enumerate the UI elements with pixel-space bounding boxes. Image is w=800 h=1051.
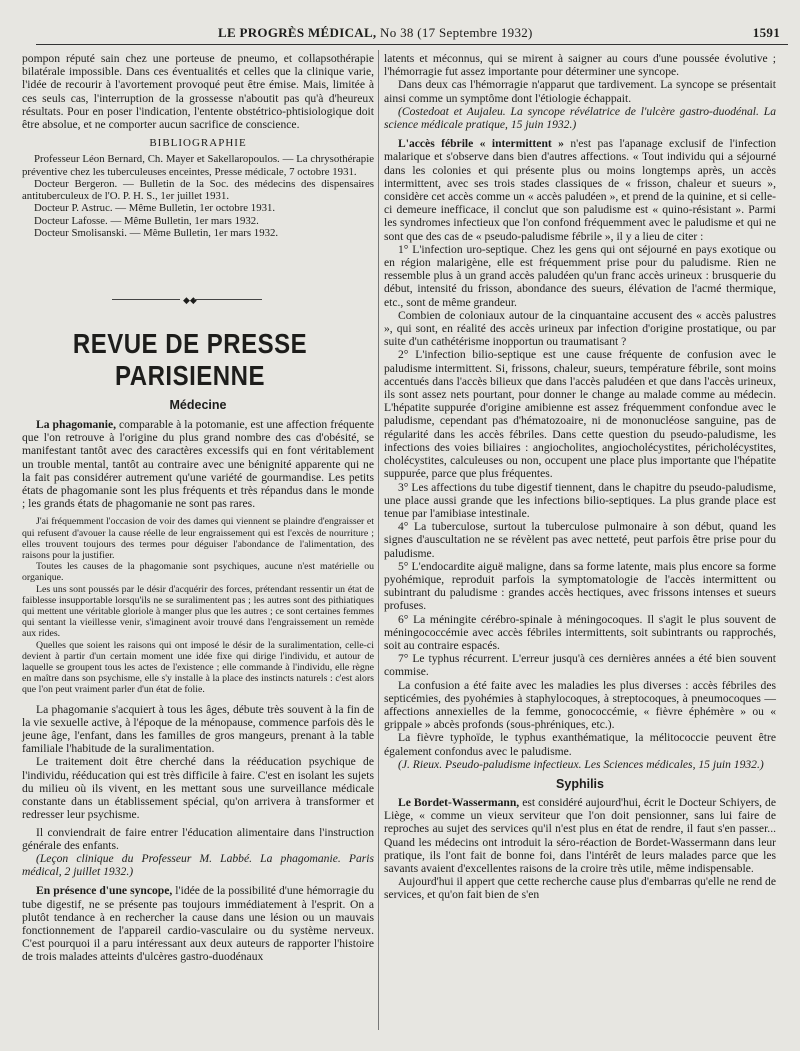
paragraph: La confusion a été faite avec les maladies les plus diverses : accès fébriles des septicémies, des pyohémies à staphylocoques, à streptocoques, à pneumocoques — affections annexielles de la femme, gonococcémie, « fièvre éphémère » ou « grippale » abcès profonds (sous-phréniques, etc.). — [384, 678, 776, 732]
section-title: REVUE DE PRESSE PARISIENNE — [72, 328, 308, 393]
small-paragraph: Les uns sont poussés par le désir d'acquérir des forces, prétendant ressentir un état de faiblesse insupportable lorsqu'ils ne se suralimentent pas ; les autres sont des pithiatiques qui mettent une véritable gloriole à manger plus que les autres ; ce sont certaines femmes qui sentant la vieillesse venir, s'imaginent avoir trouvé dans l'engraissement un remède aux rides. — [22, 583, 374, 640]
left-column — [22, 52, 374, 239]
list-item: 7° Le typhus récurrent. L'erreur jusqu'à ces dernières années a été bien souvent commise. — [384, 652, 776, 679]
paragraph: Le Bordet-Wassermann, est considéré aujourd'hui, écrit le Docteur Schiyers, de Liège, « comme un vieux serviteur que l'on doit pensionner, sans lui faire de reproches au sujet des services qu'il n'est plus en état de rendre, il faut s'en passer... Quand les médecins ont introduit la séro-réaction de Bordet-Wassermann dans leur pratique, ils l'ont fait de bonne foi, dans l'intérêt de leurs malades parce que les savants avaient d'excellentes raisons de la croire très utile, même indispensable. — [384, 795, 776, 875]
paragraph: L'accès fébrile « intermittent » n'est pas l'apanage exclusif de l'infection malarique et s'observe dans bien d'autres affections. « Tout individu qui a séjourné dans les colonies et qui présente plus ou moins longtemps après, un accès intermittent, avec ses trois stades classiques de « frisson, chaleur et sueurs », considère cet accès comme un « accès paludéen », et prend de la quinine, et si celle-ci demeure inefficace, il conclut que son paludisme est « quino-résistant ». Parmi les syndromes infectieux que l'on confond fréquemment avec le paludisme et qui ne sont que des cas de « pseudo-paludisme fébrile », il y a lieu de citer : — [384, 137, 776, 243]
list-item: 5° L'endocardite aiguë maligne, dans sa forme latente, mais plus encore sa forme pyohémique, reproduit parfois la symptomatologie de l'accès intermittent ou subintrant du paludisme : grandes accès hectiques, avec frissons intenses et sueurs profuses. — [384, 559, 776, 613]
paragraph: Aujourd'hui il appert que cette recherche cause plus d'embarras qu'elle ne rend de services, et qu'on fait bien de s'en — [384, 875, 776, 902]
biblio-entry: Docteur Smolisanski. — Même Bulletin, 1er mars 1932. — [34, 227, 279, 239]
list-item: 2° L'infection bilio-septique est une cause fréquente de confusion avec le paludisme intermittent. Si, frissons, chaleur, sueurs, température fébrile, sont moins accentués dans l'accès bilieux que dans l'accès paludéen et que dans l'accès urineux, ils sont assez nets pourtant, pour donner le change au malade comme au médecin. L'hépatite suppurée d'origine amibienne est assez fréquemment confondue avec le paludisme, cependant pas d'hématozoaire, ni de mononucléose sanguine, pas de régularité dans les accès fébriles. Dans cette question du pseudo-paludisme, les infections des voies biliaires : angiocholites, angiocholécystites, péricholécystites, cholécystites, calculeuses ou non, occupent une place plus importante que l'hépatite suppurée, parce que plus fréquentes. — [384, 348, 776, 481]
quoted-block — [22, 516, 374, 695]
list-item: 3° Les affections du tube digestif tiennent, dans le chapitre du pseudo-paludisme, une place aussi grande que les infections bilio-septiques. La plus grande place est tenue par l'amibiase intestinale. — [384, 480, 776, 520]
small-paragraph: Quelles que soient les raisons qui ont imposé le désir de la suralimentation, celle-ci devient à partir d'un certain moment une idée fixe qui dirige l'individu, et autour de laquelle se groupent tous les actes de l'existence ; elle commande à l'individu, elle règne en maître dans son psychisme, elle s'y installe à la place des instincts naturels : c'est alors que l'on peut vraiment parler d'un état de folie. — [22, 639, 374, 696]
paragraph: La phagomanie, comparable à la potomanie, est une affection fréquente que l'on retrouve à l'origine du plus grand nombre des cas d'obésité, se manifestant tantôt avec des caractères excessifs qui en font véritablement un trouble mental, tantôt au contraire avec une bénignité apparente qui ne la fait pas considérer autrement qu'une variété de gourmandise. Les petits états de phagomanie sont les plus fréquents et très répandus dans le monde ; les grands états de phagomanie ne sont pas rares. — [22, 418, 374, 511]
subhead-medecine: Médecine — [169, 398, 227, 412]
left-column-lower — [22, 398, 374, 964]
citation: (Costedoat et Aujaleu. La syncope révélatrice de l'ulcère gastro-duodénal. La science médicale pratique, 15 juin 1932.) — [384, 104, 776, 132]
paragraph: La phagomanie s'acquiert à tous les âges, débute très souvent à la fin de la vie sexuelle active, à l'époque de la ménopause, commence parfois dès le jeune âge, l'enfant, dans les familles de gros mangeurs, prenant à la table familiale l'habitude de la suralimentation. — [22, 702, 374, 756]
citation: (J. Rieux. Pseudo-paludisme infectieux. Les Sciences médicales, 15 juin 1932.) — [398, 757, 764, 771]
small-paragraph: J'ai fréquemment l'occasion de voir des dames qui viennent se plaindre d'engraisser et qui refusent d'avouer la cause réelle de leur engraissement qui est l'excès de nourriture ; elles trouvent toujours des termes pour déguiser l'abondance de l'alimentation, des raisons pour la justifier. — [22, 516, 374, 562]
list-item: 6° La méningite cérébro-spinale à méningocoques. Il s'agit le plus souvent de méningococcémie avec accès fébriles intermittents, soit subintrants ou rapprochés, soit au contraire espacés. — [384, 612, 776, 652]
paragraph: Dans deux cas l'hémorragie n'apparut que tardivement. La syncope se présentait ainsi comme un symptôme dont l'étiologie échappait. — [384, 78, 776, 105]
column-divider — [378, 50, 379, 1030]
running-title: LE PROGRÈS MÉDICAL, No 38 (17 Septembre 1932) — [218, 25, 533, 40]
page-header — [40, 22, 780, 44]
biblio-entry: Docteur Lafosse. — Même Bulletin, 1er mars 1932. — [34, 214, 259, 227]
page-number: 1591 — [752, 25, 780, 40]
header-rule — [36, 44, 788, 45]
right-column — [384, 52, 776, 902]
paragraph: Combien de coloniaux autour de la cinquantaine accusent des « accès palustres », qui sont, en réalité des accès urineux par infection d'origine prostatique, ou par suite d'un cathétérisme inopportun ou traumatisant ? — [384, 308, 776, 349]
section-ornament: ◆◆ — [112, 295, 262, 305]
bibliography — [22, 153, 374, 239]
paragraph: La fièvre typhoïde, le typhus exanthématique, la mélitococcie peuvent être également confondus avec le paludisme. — [384, 731, 776, 758]
subhead-syphilis: Syphilis — [556, 776, 604, 791]
biblio-entry: Professeur Léon Bernard, Ch. Mayer et Sakellaropoulos. — La chrysothérapie préventive chez les tuberculeuses enceintes, Presse médicale, 7 octobre 1931. — [22, 153, 374, 178]
list-item: 1° L'infection uro-septique. Chez les gens qui ont séjourné en pays exotique ou en région malarigène, elle est fréquemment prise pour du paludisme. Rien ne ressemble plus à un grand accès paludéen qu'un franc accès urineux : brusquerie du début, intensité du frisson, abondance des sueurs, élévation de l'acmé thermique, etc., sont de même grandeur. — [384, 242, 776, 309]
paragraph: Le traitement doit être cherché dans la rééducation psychique de l'individu, rééducation qui est très difficile à faire. C'est en isolant les sujets du milieu où ils vivent, en les mettant sous une surveillance médicale constante dans un établissement spécial, qu'on arrivera à transformer et redresser leur psychisme. — [22, 755, 374, 822]
paragraph: latents et méconnus, qui se mirent à saigner au cours d'une poussée évolutive ; l'hémorragie fut assez importante pour déterminer une syncope. — [384, 52, 776, 79]
list-item: 4° La tuberculose, surtout la tuberculose pulmonaire à son début, quand les signes d'auscultation ne se révèlent pas avec netteté, peut parfois être prise pour du paludisme. — [384, 520, 776, 560]
small-paragraph: Toutes les causes de la phagomanie sont psychiques, aucune n'est matérielle ou organique. — [22, 561, 374, 584]
biblio-entry: Docteur Bergeron. — Bulletin de la Soc. des médecins des dispensaires antituberculeux de l'O. P. H. S., 1er juillet 1931. — [22, 177, 374, 203]
paragraph: pompon réputé sain chez une porteuse de pneumo, et collapsothérapie bilatérale impossible. Dans ces éventualités et celles que la clinique varie, l'idée de recourir à l'avortement provoqué peut être émise. Mais, limitée à ces seuls cas, l'interruption de la grossesse n'aboutit pas qu'à d'heureux résultats. Pour en poser l'indication, l'entente obstétrico-phtisiologique doit être absolue, et ne comporter aucun sacrifice de conscience. — [22, 52, 374, 132]
biblio-entry: Docteur P. Astruc. — Même Bulletin, 1er octobre 1931. — [34, 202, 276, 215]
bibliography-heading: BIBLIOGRAPHIE — [149, 137, 247, 150]
paragraph: Il conviendrait de faire entrer l'éducation alimentaire dans l'instruction générale des enfants. — [22, 825, 374, 852]
paragraph: En présence d'une syncope, l'idée de la possibilité d'une hémorragie du tube digestif, ne se présente pas toujours immédiatement à l'esprit. On a plutôt tendance à en rechercher la cause dans une lésion ou un mauvais fonctionnement de l'appareil cardio-vasculaire ou du système nerveux. C'est pourquoi il a paru intéressant aux deux auteurs de rapporter l'histoire de trois malades atteints d'ulcères gastro-duodénaux — [22, 884, 374, 964]
citation: (Leçon clinique du Professeur M. Labbé. La phagomanie. Paris médical, 2 juillet 1932.) — [22, 851, 374, 879]
